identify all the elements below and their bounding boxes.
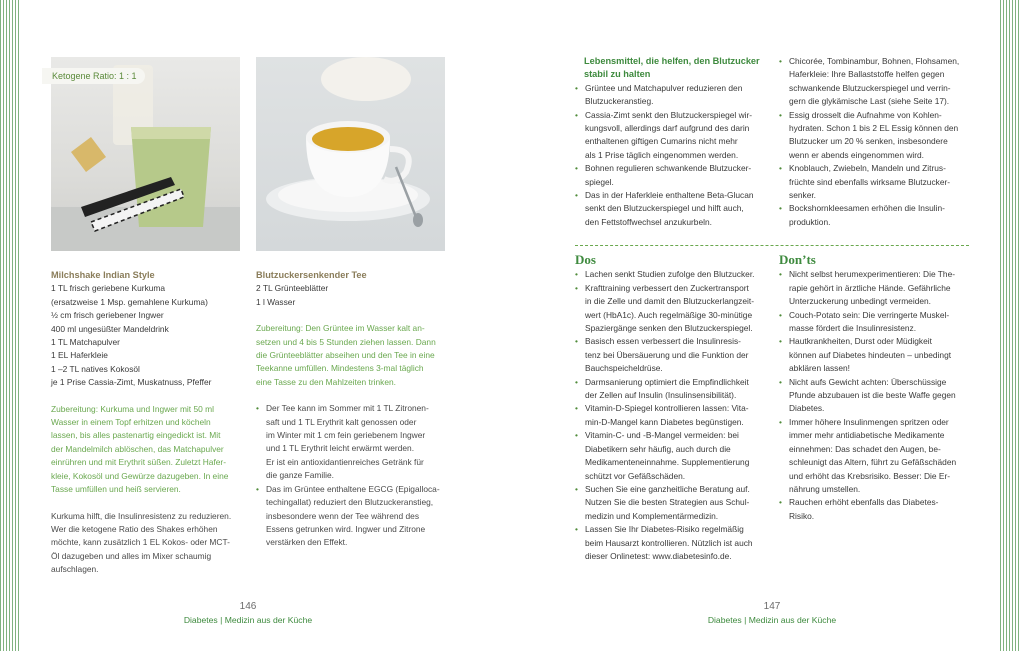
list-item-line: Spaziergänge senken den Blutzuckerspiegel. [585,323,753,334]
list-item-line: Bohnen regulieren schwankende Blutzucker- [585,163,752,174]
list-item-line: Nicht aufs Gewicht achten: Überschüssige [789,376,947,387]
list-item [575,82,770,109]
list-item-line: Suchen Sie eine ganzheitliche Beratung auf. [585,483,750,494]
tea-photo [256,57,445,251]
list-item-line: dieser Onlinetest: www.diabetesinfo.de. [585,550,732,561]
tea-cup-icon [256,57,445,251]
list-item-line: Hautkrankheiten, Durst oder Müdigkeit [789,336,932,347]
list-item-line: verstärken den Effekt. [266,537,348,548]
list-item-line: Essens getrunken wird. Ingwer und Zitrone [266,523,426,534]
text-line: die Grünteeblätter abseihen und den Tee in eine [256,350,435,361]
list-item-line: Bauchspeicheldrüse. [585,363,663,374]
recipe-milkshake [51,269,246,577]
page-number-right: 147 [763,601,781,612]
list-item-line: saft und 1 TL Erythrit kalt genossen oder [266,416,417,427]
list-item-line: Krafttraining verbessert den Zuckertransport [585,282,749,293]
donts-section [779,253,974,523]
ingredient-list [51,282,246,389]
section-divider [575,245,969,246]
list-item-line: Chicorée, Tombinambur, Bohnen, Flohsamen, [789,56,960,66]
note-text [51,510,246,577]
dos-list [575,268,773,563]
text-line: lassen, bis alles pastenartig eingedickt ist. Mit [51,430,221,441]
list-item-line: Knoblauch, Zwiebeln, Mandeln und Zitrus- [789,163,946,174]
list-item [779,109,974,163]
list-item-line: Basisch essen verbessert die Insulinresis- [585,336,741,347]
recipe-tea [256,269,451,550]
list-item [779,335,974,375]
text-line: möchte, kann zusätzlich 1 EL Kokos- oder MCT- [51,537,230,548]
text-line: stabil zu halten [584,69,651,80]
smoothie-photo [51,57,240,251]
list-item [256,483,451,550]
recipe-title: Blutzuckersenkender Tee [256,270,367,280]
list-item-line: medizin und Komplementärmedizin. [585,510,719,521]
list-item-line: Pfunde abzubauen ist die beste Waffe gegen [789,390,956,401]
list-item-line: Risiko. [789,510,815,521]
list-item [575,282,773,336]
list-item-line: masse fördert die Insulinresistenz. [789,323,917,334]
list-item-line: Bockshornkleesamen erhöhen die Insulin- [789,203,945,214]
foods-section-2 [779,55,974,229]
page-number-left: 146 [239,601,257,612]
text-line: 1 TL Matchapulver [51,337,120,348]
text-line: einrühren und mit Erythrit süßen. Zuletzt Hafer- [51,457,227,468]
tip-list [256,402,451,549]
right-edge-stripes [1000,0,1020,651]
list-item-line: beim Hausarzt kontrollieren. Nützlich ist auch [585,537,753,548]
text-line: Zubereitung: Den Grüntee im Wasser kalt an- [256,323,425,334]
text-line: Öl dazugeben und alles im Mixer schaumig [51,550,212,561]
list-item-line: als 1 Prise täglich eingenommen werden. [585,149,739,160]
text-line: 400 ml ungesüßter Mandeldrink [51,323,169,334]
list-item [779,376,974,416]
ketogenic-ratio-badge: Ketogene Ratio: 1 : 1 [42,68,145,84]
list-item-line: rapie gehört in ärztliche Hände. Gefährliche [789,282,951,293]
list-item-line: techingallat) reduziert den Blutzuckeranstieg, [266,497,434,508]
list-item-line: im Winter mit 1 cm fein geriebenem Ingwer [266,430,426,441]
list-item-line: Darmsanierung optimiert die Empfindlichkeit [585,376,749,387]
list-item-line: Couch-Potato sein: Die verringerte Muskel- [789,309,950,320]
list-item [575,268,773,281]
list-item [779,162,974,202]
list-item-line: können auf Diabetes hindeuten – unbedingt [789,349,952,360]
list-item-line: einnehmen: Das schadet den Augen, be- [789,443,941,454]
footer-left: Diabetes | Medizin aus der Küche [183,615,313,625]
text-line: Zubereitung: Kurkuma und Ingwer mit 50 ml [51,403,214,414]
list-item-line: nährung umstellen. [789,483,861,494]
dos-section [575,253,773,563]
list-item [779,416,974,496]
foods-list [575,82,770,229]
text-line: 1 –2 TL natives Kokosöl [51,363,140,374]
list-item-line: Unterzuckerung unbedingt vermeiden. [789,296,931,307]
list-item-line: Blutzuckeranstieg. [585,96,654,107]
list-item [575,429,773,483]
text-line: Lebensmittel, die helfen, den Blutzucker [584,56,760,66]
ingredient-list [256,282,451,309]
list-item [575,335,773,375]
list-item [575,162,770,189]
list-item-line: der Zellen auf Insulin (Insulinsensibilität). [585,390,737,401]
text-line: Wer die ketogene Ratio des Shakes erhöhen [51,523,218,534]
list-item-line: früchte sind ebenfalls wirksame Blutzucker- [789,176,951,187]
text-line: setzen und 4 bis 5 Stunden ziehen lassen. Dann [256,336,436,347]
list-item-line: hydraten. Schon 1 bis 2 EL Essig können den [789,123,959,134]
list-item-line: wert (HbA1c). Auch regelmäßige 30-minütige [585,309,753,320]
list-item-line: immer mehr antidiabetische Medikamente [789,430,945,441]
list-item-line: Rauchen erhöht ebenfalls das Diabetes- [789,497,939,508]
list-item-line: und erhöht das Krebsrisiko. Besser: Die Er- [789,470,951,481]
list-item-line: produktion. [789,216,831,227]
donts-heading: Don’ts [779,252,816,267]
preparation-text [51,403,246,497]
text-line: eine Tasse zu den Mahlzeiten trinken. [256,376,396,387]
recipe-title: Milchshake Indian Style [51,270,155,280]
text-line: 2 TL Grünteeblätter [256,283,329,294]
text-line: Teekanne umfüllen. Mindestens 3-mal täglich [256,363,424,374]
list-item [575,402,773,429]
list-item-line: Lachen senkt Studien zufolge den Blutzucker. [585,269,755,280]
list-item-line: Das im Grüntee enthaltene EGCG (Epigalloca- [266,483,440,494]
green-smoothie-icon [51,57,240,251]
list-item-line: wenn er abends eingenommen wird. [789,149,925,160]
list-item [779,309,974,336]
list-item-line: schwankende Blutzuckerspiegel und verrin- [789,82,951,93]
list-item-line: insbesondere wenn der Tee während des [266,510,420,521]
list-item-line: senkt den Blutzuckerspiegel und hilft auch, [585,203,744,214]
list-item [779,202,974,229]
text-line: der Mandelmilch ablöschen, das Matchapulver [51,443,224,454]
foods-heading [575,55,770,82]
list-item-line: Nicht selbst herumexperimentieren: Die The- [789,269,956,280]
foods-section [575,55,770,229]
text-line: 1 l Wasser [256,296,296,307]
list-item [256,402,451,482]
foods-list [779,55,974,229]
list-item-line: min-D-Mangel kann Diabetes begünstigen. [585,416,744,427]
text-line: Kurkuma hilft, die Insulinresistenz zu reduzieren. [51,510,232,521]
text-line: 1 EL Haferkleie [51,350,108,361]
list-item-line: Lassen Sie Ihr Diabetes-Risiko regelmäßig [585,524,744,535]
list-item [575,483,773,523]
list-item-line: Blutzucker um 20 % senken, insbesondere [789,136,948,147]
list-item [575,376,773,403]
left-edge-stripes [0,0,20,651]
list-item [779,496,974,523]
list-item-line: spiegel. [585,176,614,187]
list-item-line: enthaltenen giftigen Cumarins nicht mehr [585,136,738,147]
text-line: aufschlagen. [51,564,99,575]
list-item-line: Der Tee kann im Sommer mit 1 TL Zitronen- [266,403,429,414]
list-item-line: Essig drosselt die Aufnahme von Kohlen- [789,109,942,120]
list-item-line: Cassia-Zimt senkt den Blutzuckerspiegel wir- [585,109,753,120]
text-line: ½ cm frisch geriebener Ingwer [51,310,164,321]
list-item-line: Nutzen Sie die besten Strategien aus Schul- [585,497,750,508]
list-item-line: und 1 TL Erythrit leicht erwärmt werden. [266,443,415,454]
list-item [779,55,974,109]
list-item-line: in die Zelle und damit den Blutzuckerlangzeit- [585,296,754,307]
list-item-line: Haferkleie: Ihre Ballaststoffe helfen gegen [789,69,945,80]
list-item-line: Vitamin-C- und -B-Mangel vermeiden: bei [585,430,739,441]
footer-right: Diabetes | Medizin aus der Küche [707,615,837,625]
dos-heading: Dos [575,252,596,267]
text-line: Tasse umfüllen und heiß servieren. [51,484,181,495]
list-item [575,109,770,163]
preparation-text [256,322,451,389]
list-item-line: Das in der Haferkleie enthaltene Beta-Glucan [585,190,754,201]
list-item-line: Medikamenteneinnahme. Supplementierung [585,457,750,468]
text-line: je 1 Prise Cassia-Zimt, Muskatnuss, Pfeffer [51,377,212,388]
text-line: kleie, Kokosöl und Gewürze dazugeben. In eine [51,470,229,481]
list-item-line: Er ist ein antioxidantienreiches Getränk für [266,456,424,467]
list-item-line: abklären lassen! [789,363,850,374]
list-item-line: Grüntee und Matchapulver reduzieren den [585,82,743,93]
list-item-line: Diabetikern sehr häufig, auch durch die [585,443,731,454]
list-item-line: gern die glykämische Last (siehe Seite 17). [789,96,950,107]
list-item [575,523,773,563]
list-item-line: Immer höhere Insulinmengen spritzen oder [789,416,949,427]
text-line: (ersatzweise 1 Msp. gemahlene Kurkuma) [51,296,208,307]
list-item-line: Diabetes. [789,403,825,414]
list-item-line: schützt vor Gefäßschäden. [585,470,686,481]
list-item [779,268,974,308]
list-item-line: den Fettstoffwechsel anzukurbeln. [585,216,712,227]
list-item-line: die ganze Familie. [266,470,334,481]
list-item-line: kungsvoll, allerdings darf aufgrund des darin [585,123,750,134]
list-item-line: senker. [789,190,817,201]
list-item-line: Vitamin-D-Spiegel kontrollieren lassen: Vita- [585,403,749,414]
donts-list [779,268,974,523]
text-line: 1 TL frisch geriebene Kurkuma [51,283,166,294]
list-item-line: schleunigt das Altern, führt zu Gefäßschäden [789,457,957,468]
text-line: Wasser in einem Topf erhitzen und köcheln [51,417,211,428]
list-item-line: tenz bei Übersäuerung und die Funktion der [585,349,749,360]
list-item [575,189,770,229]
